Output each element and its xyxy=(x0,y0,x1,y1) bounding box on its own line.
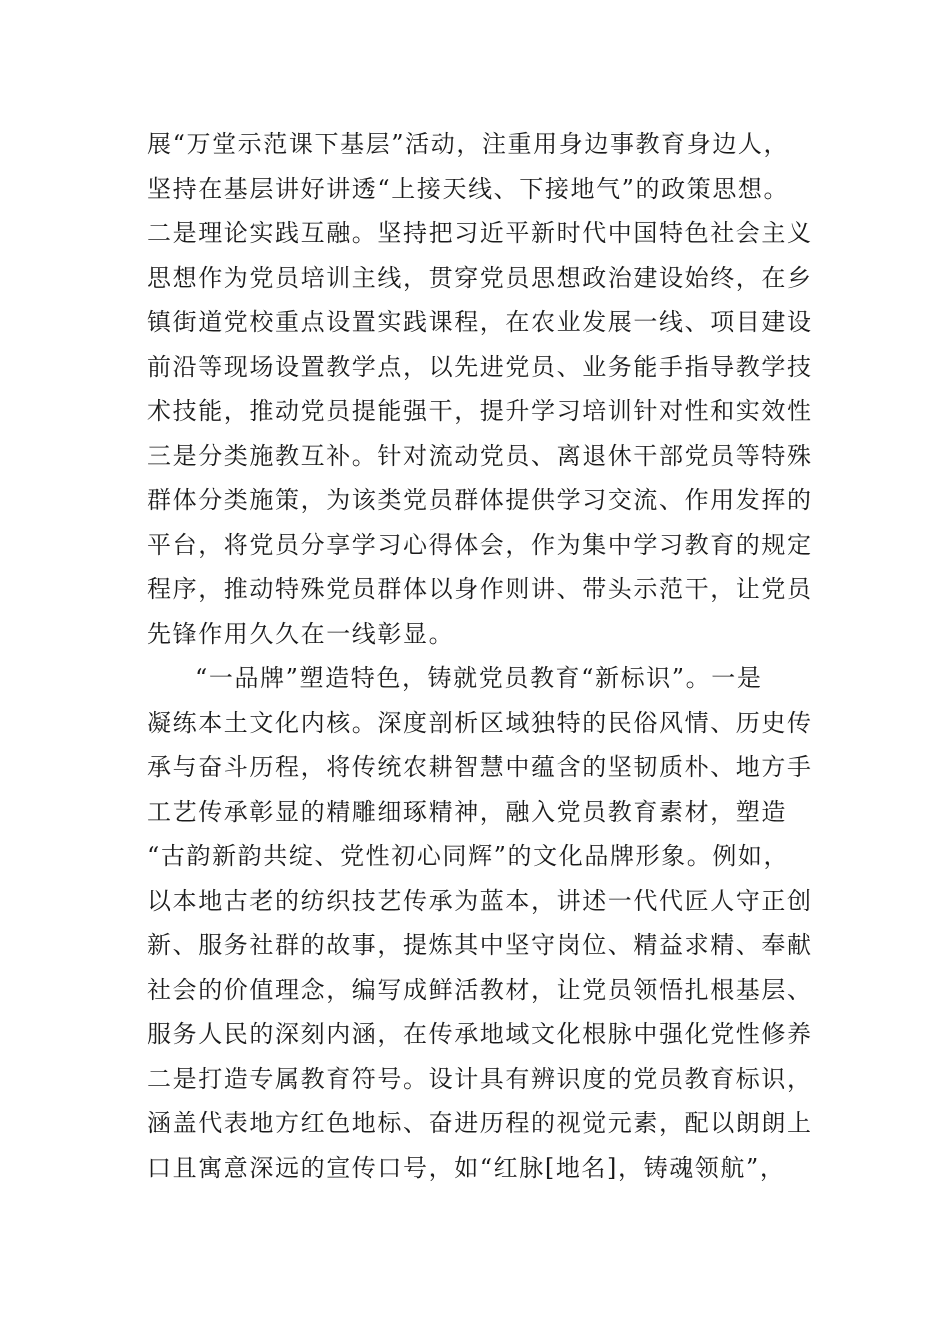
body-text xyxy=(147,122,817,1190)
text-line: 服务人民的深刻内涵，在传承地域文化根脉中强化党性修养 xyxy=(147,1020,813,1048)
text-line: 承与奋斗历程，将传统农耕智慧中蕴含的坚韧质朴、地方手 xyxy=(147,753,813,781)
text-line: 二是理论实践互融。坚持把习近平新时代中国特色社会主义 xyxy=(147,219,813,247)
text-line: 工艺传承彰显的精雕细琢精神，融入党员教育素材，塑造 xyxy=(147,797,787,826)
text-line: 术技能，推动党员提能强干，提升学习培训针对性和实效性 xyxy=(147,397,813,425)
text-line: 先锋作用久久在一线彰显。 xyxy=(147,619,455,648)
text-line: 程序，推动特殊党员群体以身作则讲、带头示范干，让党员 xyxy=(147,575,813,603)
text-line: 群体分类施策，为该类党员群体提供学习交流、作用发挥的 xyxy=(147,486,813,514)
text-line: 坚持在基层讲好讲透“上接天线、下接地气”的政策思想。 xyxy=(147,174,790,203)
text-line: 平台，将党员分享学习心得体会，作为集中学习教育的规定 xyxy=(147,530,813,559)
text-line: 新、服务社群的故事，提炼其中坚守岗位、精益求精、奉献 xyxy=(147,931,813,959)
text-line: 涵盖代表地方红色地标、奋进历程的视觉元素，配以朗朗上 xyxy=(147,1109,813,1137)
text-line: 前沿等现场设置教学点，以先进党员、业务能手指导教学技 xyxy=(147,352,813,381)
text-line: 凝练本土文化内核。深度剖析区域独特的民俗风情、历史传 xyxy=(147,708,813,737)
text-line: 社会的价值理念，编写成鲜活教材，让党员领悟扎根基层、 xyxy=(147,975,813,1004)
paragraph-start-line: “一品牌”塑造特色，铸就党员教育“新标识”。一是 xyxy=(195,664,763,692)
text-line: 以本地古老的纺织技艺传承为蓝本，讲述一代代匠人守正创 xyxy=(147,886,813,915)
text-line: 镇街道党校重点设置实践课程，在农业发展一线、项目建设 xyxy=(147,308,813,336)
text-line: 展“万堂示范课下基层”活动，注重用身边事教育身边人， xyxy=(147,130,790,158)
text-line: 思想作为党员培训主线，贯穿党员思想政治建设始终，在乡 xyxy=(147,263,813,292)
text-line: 二是打造专属教育符号。设计具有辨识度的党员教育标识， xyxy=(147,1064,813,1093)
text-line: “古韵新韵共绽、党性初心同辉”的文化品牌形象。例如， xyxy=(147,842,790,870)
text-line: 口且寓意深远的宣传口号，如“红脉[地名]，铸魂领航”， xyxy=(147,1153,786,1182)
text-line: 三是分类施教互补。针对流动党员、离退休干部党员等特殊 xyxy=(147,441,813,470)
